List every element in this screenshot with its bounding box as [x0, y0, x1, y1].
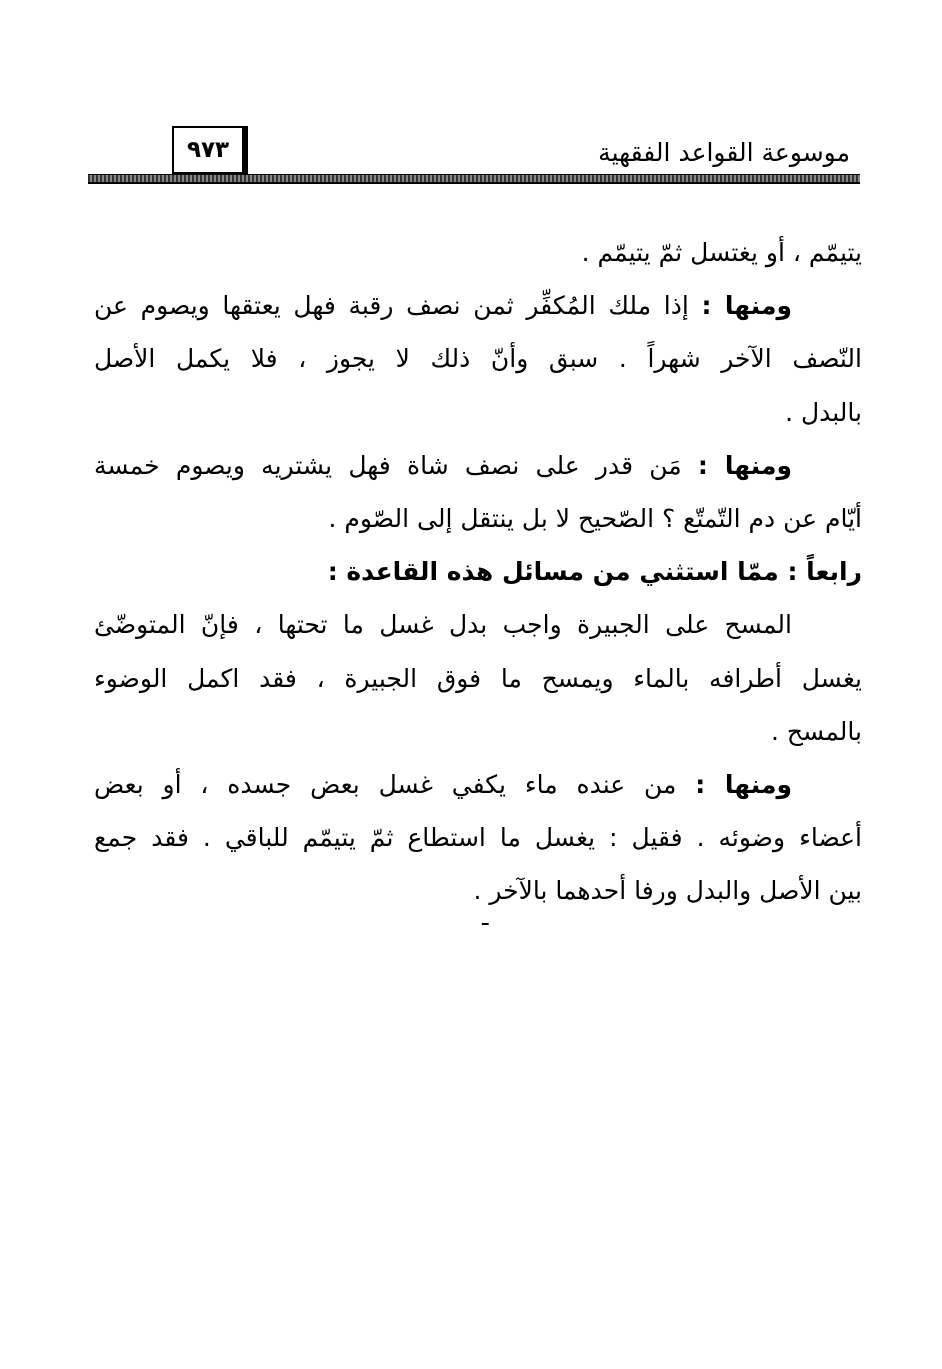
page-body	[94, 226, 862, 917]
line-text: بين الأصل والبدل ورفا أحدهما بالآخر .	[473, 876, 862, 906]
line-text: بالمسح .	[771, 716, 862, 746]
text-line	[94, 332, 862, 385]
line-text: أيّام عن دم التّمتّع ؟ الصّحيح لا بل ينتقل إلى الصّوم .	[328, 503, 862, 533]
line-text: يتيمّم ، أو يغتسل ثمّ يتيمّم .	[581, 238, 862, 267]
text-line	[94, 758, 862, 811]
line-text: المسح على الجبيرة واجب بدل غسل ما تحتها ، فإنّ المتوضّئ	[94, 610, 792, 640]
end-mark: ـ	[482, 906, 489, 931]
text-line	[94, 492, 862, 545]
heading-text: رابعاً : ممّا استثني من مسائل هذه القاعدة :	[327, 557, 862, 587]
section-heading	[94, 545, 862, 598]
text-line	[94, 386, 862, 439]
header-rule	[88, 174, 860, 184]
text-line	[94, 226, 862, 279]
text-line	[94, 652, 862, 705]
text-line	[94, 705, 862, 758]
line-text: من عنده ماء يكفي غسل بعض جسده ، أو بعض	[94, 769, 696, 799]
line-text: النّصف الآخر شهراً . سبق وأنّ ذلك لا يجوز ، فلا يكمل الأصل	[94, 344, 862, 374]
paragraph-lead: ومنها :	[697, 450, 792, 480]
page-header	[88, 126, 860, 188]
line-text: بالبدل .	[785, 397, 862, 427]
page-number-box	[172, 126, 248, 174]
text-line	[94, 279, 862, 332]
line-text: أعضاء وضوئه . فقيل : يغسل ما استطاع ثمّ يتيمّم للباقي . فقد جمع	[94, 823, 862, 853]
text-line	[94, 598, 862, 651]
text-line	[94, 811, 862, 864]
line-text: يغسل أطرافه بالماء ويمسح ما فوق الجبيرة ، فقد اكمل الوضوء	[94, 663, 862, 693]
text-line	[94, 439, 862, 492]
page-number: ٩٧٣	[186, 137, 230, 163]
book-title: موسوعة القواعد الفقهية	[598, 138, 850, 167]
paragraph-lead: ومنها :	[701, 291, 792, 321]
line-text: إذا ملك المُكفِّر ثمن نصف رقبة فهل يعتقها ويصوم عن	[94, 291, 702, 321]
line-text: مَن قدر على نصف شاة فهل يشتريه ويصوم خمسة	[94, 450, 698, 480]
paragraph-lead: ومنها :	[695, 769, 792, 799]
text-line	[94, 864, 862, 917]
